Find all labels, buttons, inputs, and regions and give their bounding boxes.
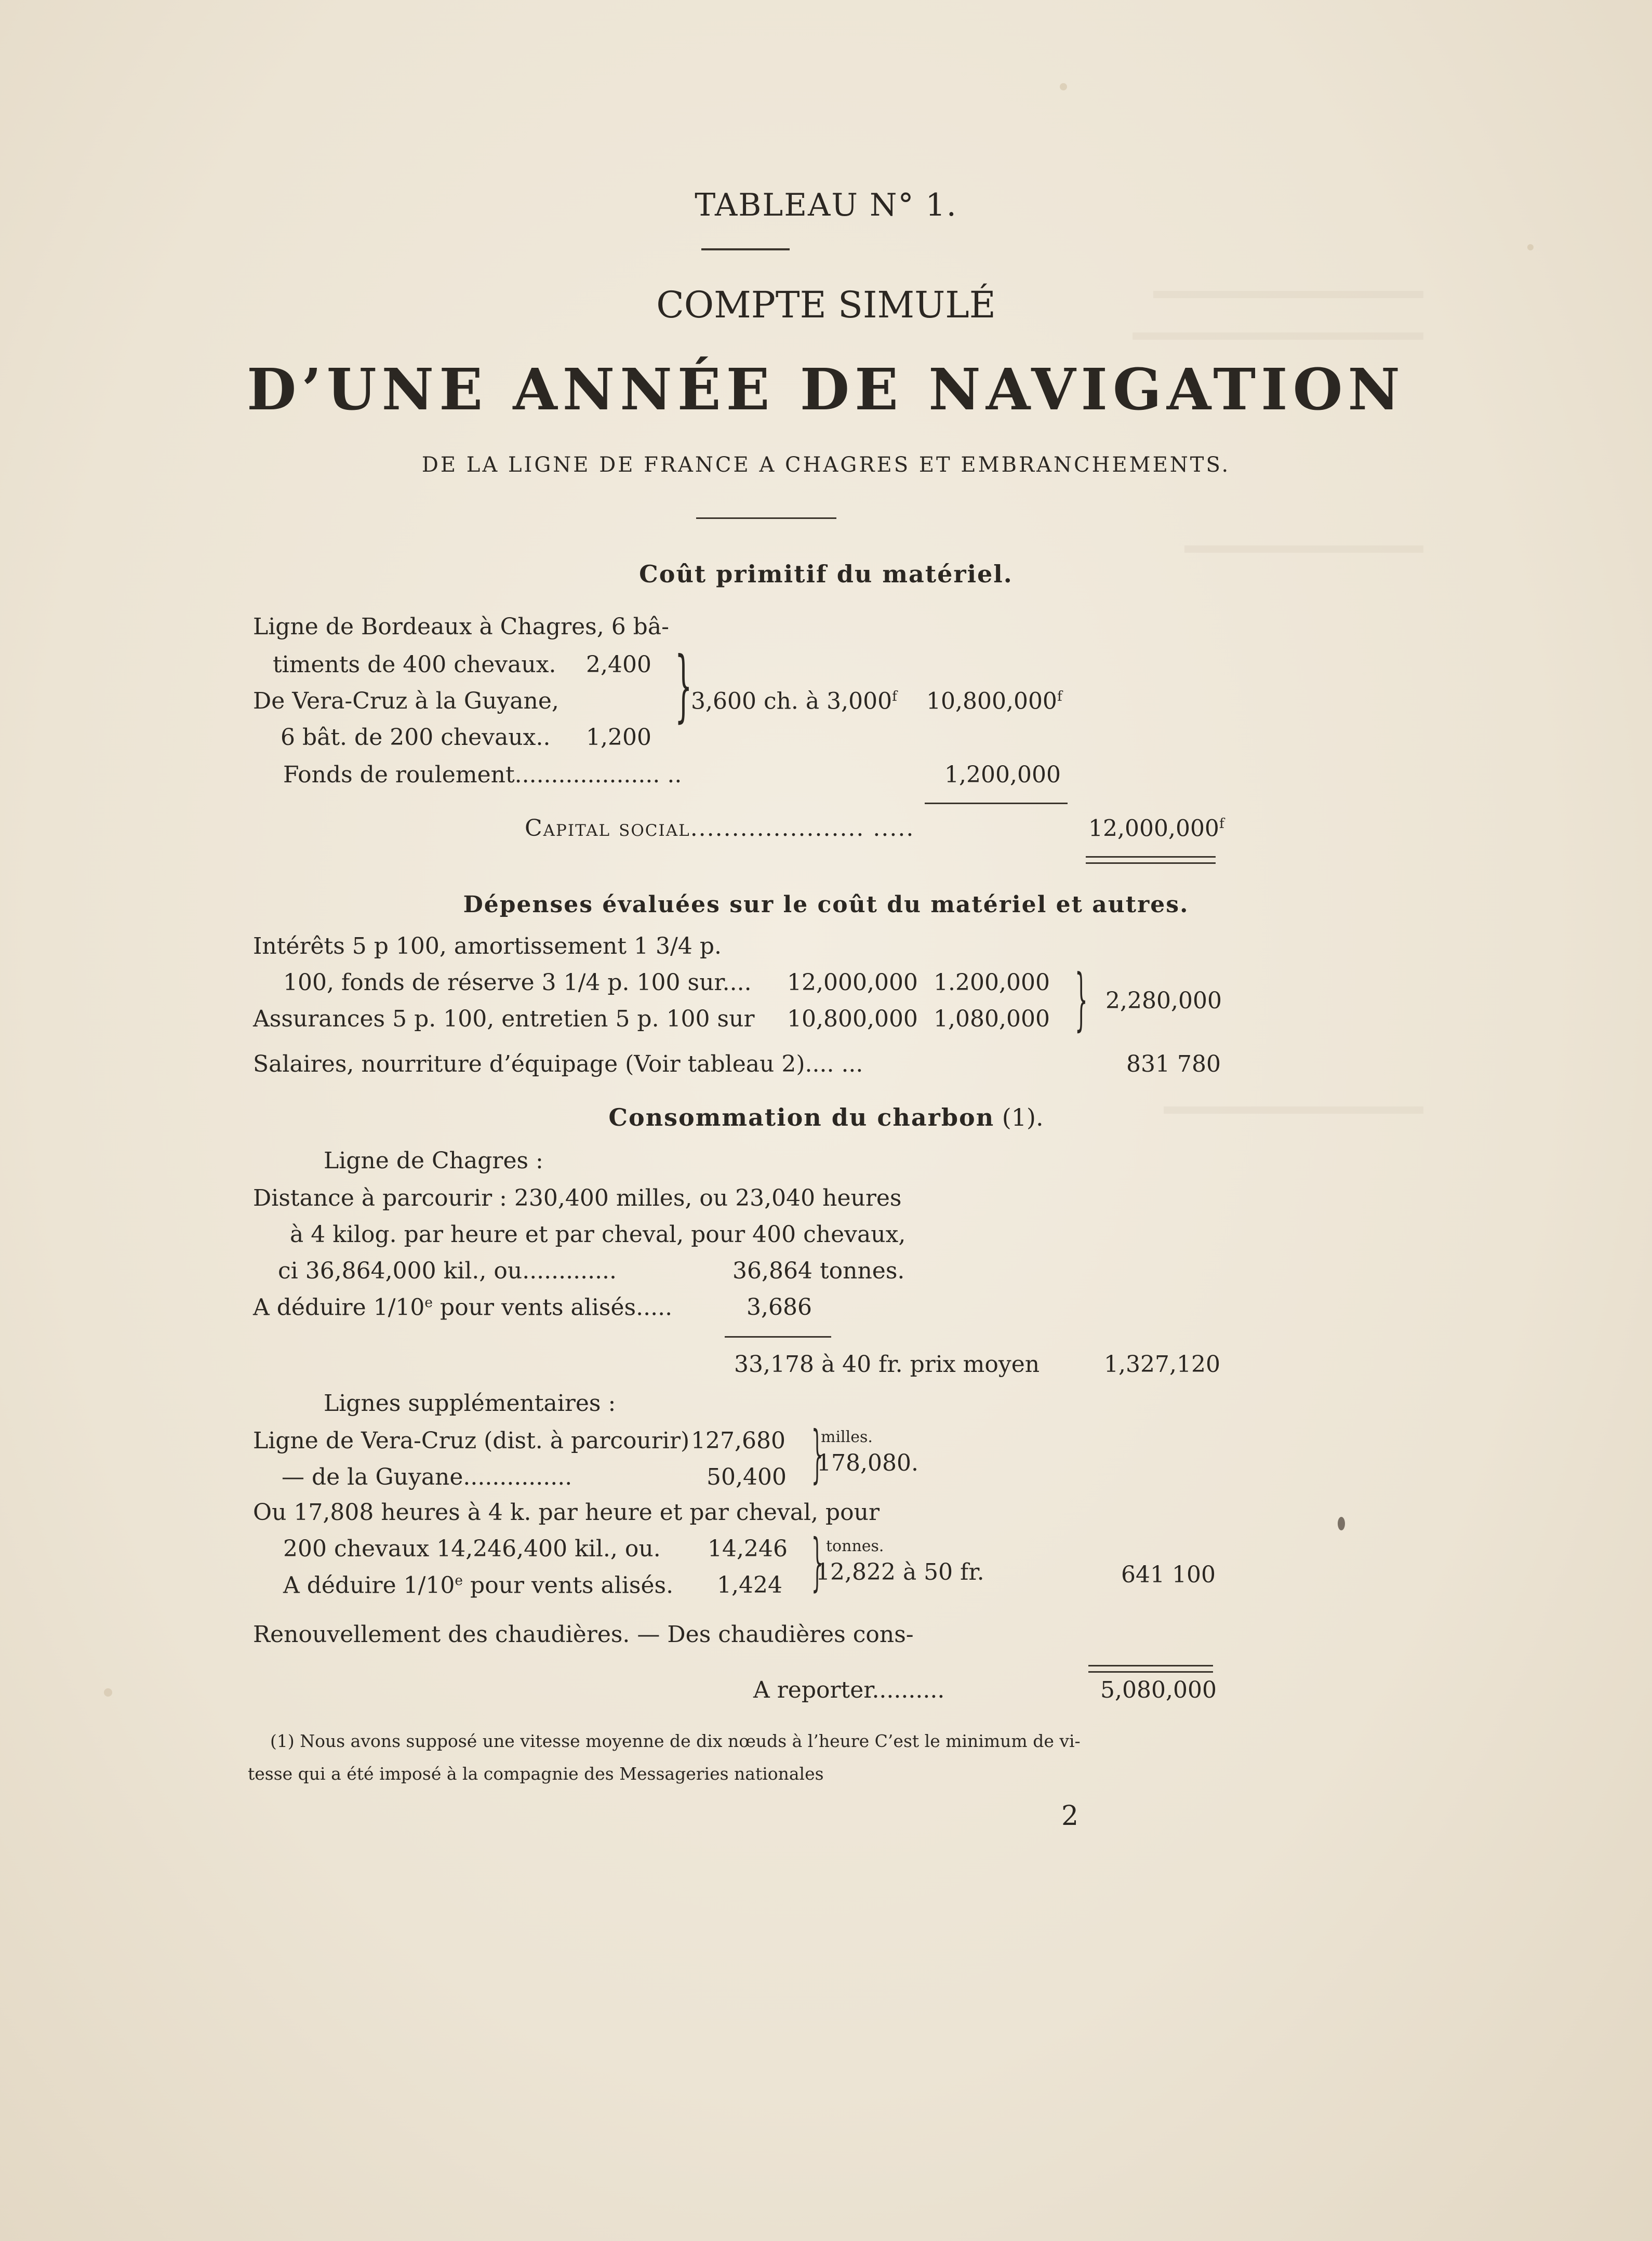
guyane-line: — de la Guyane............... [282,1464,572,1490]
report-value: 5,080,000 [1100,1677,1217,1703]
milles-total: 178,080. [817,1450,918,1476]
tonnes-total: 641 100 [1121,1562,1216,1588]
charbon-net: 33,178 à 40 fr. prix moyen [734,1351,1040,1378]
milles-unit: milles. [821,1428,873,1446]
heures-line-1: Ou 17,808 heures à 4 k. par heure et par cheval, pour [253,1499,880,1526]
cout-brace: } [675,641,692,731]
cout-calc-total: 10,800,000$^f$ [926,688,1062,715]
supp-label: Lignes supplémentaires : [324,1390,616,1417]
tonnes-brace: } [811,1526,823,1598]
capital-label: Capital social..................... ..... [525,815,915,842]
cout-calc: 3,600 ch. à 3,000$^f$ [691,688,897,715]
charbon-line-4: A déduire 1/10e pour vents alisés..... [253,1294,673,1321]
subtitle-rule [696,517,836,519]
heures-line-3-value: 1,424 [717,1572,782,1598]
salaires-value: 831 780 [1126,1051,1221,1077]
title-line-2: D’UNE ANNÉE DE NAVIGATION [247,356,1405,423]
renouvellement-line: Renouvellement des chaudières. — Des chaudières cons- [253,1621,914,1648]
bleed-through [1184,545,1423,553]
charbon-line-3-value: 36,864 tonnes. [732,1258,905,1284]
cout-line-2-value: 2,400 [586,651,651,678]
charbon-line-2: à 4 kilog. par heure et par cheval, pour 400 chevaux, [290,1221,906,1248]
charbon-line-3: ci 36,864,000 kil., ou............. [278,1258,617,1284]
fonds-label: Fonds de roulement.................... .. [283,762,682,788]
bleed-through [1133,332,1423,340]
title-line-1: COMPTE SIMULÉ [656,284,996,326]
depenses-line-3-base: 10,800,000 [787,1006,918,1032]
paper-speck [104,1688,112,1697]
header-rule [701,248,790,250]
cout-line-4: 6 bât. de 200 chevaux.. [281,724,551,751]
charbon-rule [725,1336,831,1338]
report-rule-1 [1088,1665,1213,1666]
vera-cruz-value: 127,680 [691,1428,785,1454]
depenses-line-2-value: 1.200,000 [934,969,1050,996]
depenses-line-2-base: 12,000,000 [787,969,918,996]
depenses-line-3: Assurances 5 p. 100, entretien 5 p. 100 sur [253,1006,755,1032]
footnote-line-2: tesse qui a été imposé à la compagnie des Messageries nationales [248,1764,824,1784]
capital-value: 12,000,000$^f$ [1088,815,1224,842]
subtitle: DE LA LIGNE DE FRANCE A CHAGRES ET EMBRANCHEMENTS. [421,453,1231,477]
footnote-line-1: (1) Nous avons supposé une vitesse moyenne de dix nœuds à l’heure C’est le minimum de vi- [270,1731,1081,1751]
cout-line-1: Ligne de Bordeaux à Chagres, 6 bâ- [253,613,669,640]
paper-speck [1060,83,1067,90]
section-heading-cout: Coût primitif du matériel. [639,560,1013,588]
tonnes-unit: tonnes. [826,1537,884,1555]
vera-cruz-line: Ligne de Vera-Cruz (dist. à parcourir) [253,1428,690,1454]
heures-line-2-value: 14,246 [708,1536,788,1562]
charbon-line-4-value: 3,686 [747,1294,812,1320]
report-label: A reporter.......... [753,1677,945,1703]
chagres-label: Ligne de Chagres : [324,1148,543,1174]
charbon-line-1: Distance à parcourir : 230,400 milles, ou 23,040 heures [253,1185,902,1211]
charbon-net-total: 1,327,120 [1104,1351,1220,1378]
depenses-brace: } [1074,959,1088,1038]
milles-brace: } [811,1418,823,1490]
heures-line-3: A déduire 1/10e pour vents alisés. [283,1572,674,1599]
fonds-value: 1,200,000 [944,762,1061,788]
tonnes-calc: 12,822 à 50 fr. [816,1559,984,1585]
guyane-value: 50,400 [707,1464,787,1490]
cout-line-3: De Vera-Cruz à la Guyane, [253,688,559,714]
depenses-line-2: 100, fonds de réserve 3 1/4 p. 100 sur.... [283,969,752,996]
capital-rule-2 [1086,862,1216,864]
depenses-line-3-value: 1,080,000 [934,1006,1050,1032]
report-rule-2 [1088,1671,1213,1673]
capital-rule-1 [1086,856,1216,858]
tableau-number: TABLEAU N° 1. [695,187,957,223]
ink-blot [1338,1517,1345,1530]
fonds-rule [925,803,1068,804]
section-heading-charbon: Consommation du charbon (1). [608,1103,1044,1131]
paper-speck [1527,244,1534,250]
depenses-subtotal: 2,280,000 [1105,988,1222,1014]
depenses-line-1: Intérêts 5 p 100, amortissement 1 3/4 p. [253,933,722,959]
salaires-label: Salaires, nourriture d’équipage (Voir tableau 2).... ... [253,1051,863,1077]
heures-line-2: 200 chevaux 14,246,400 kil., ou. [283,1536,661,1562]
section-heading-depenses: Dépenses évaluées sur le coût du matériel et autres. [463,891,1189,918]
page-number: 2 [1061,1800,1079,1832]
cout-line-2: timents de 400 chevaux. [273,651,556,678]
cout-line-4-value: 1,200 [586,724,651,751]
